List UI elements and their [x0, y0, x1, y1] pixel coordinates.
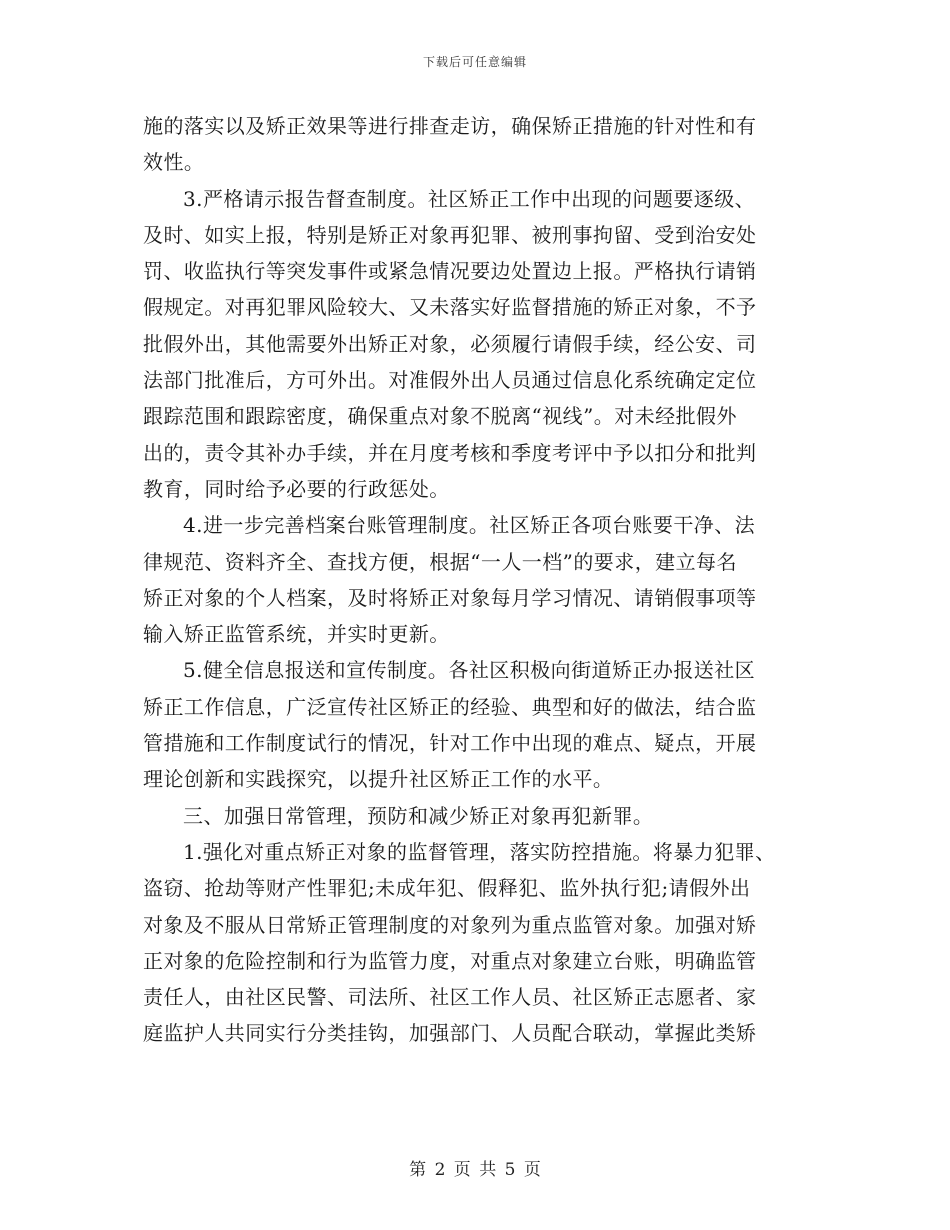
paragraph-start-line: 4.进一步完善档案台账管理制度。社区矫正各项台账要干净、法 [183, 513, 756, 538]
text-line: 盗窃、抢劫等财产性罪犯;未成年犯、假释犯、监外执行犯;请假外出 [143, 876, 751, 901]
text-line: 对象及不服从日常矫正管理制度的对象列为重点监管对象。加强对矫 [143, 912, 757, 937]
text-line: 及时、如实上报，特别是矫正对象再犯罪、被刑事拘留、受到治安处 [143, 222, 757, 247]
text-line: 批假外出，其他需要外出矫正对象，必须履行请假手续，经公安、司 [143, 331, 757, 356]
text-line: 效性。 [143, 150, 205, 175]
text-line: 教育，同时给予必要的行政惩处。 [143, 476, 450, 501]
section-heading: 三、加强日常管理，预防和减少矫正对象再犯新罪。 [183, 803, 654, 828]
text-line: 法部门批准后，方可外出。对准假外出人员通过信息化系统确定定位 [143, 368, 757, 393]
text-line: 正对象的危险控制和行为监管力度，对重点对象建立台账，明确监管 [143, 948, 757, 973]
text-line: 庭监护人共同实行分类挂钩，加强部门、人员配合联动，掌握此类矫 [143, 1021, 757, 1046]
text-line: 出的，责令其补办手续，并在月度考核和季度考评中予以扣分和批判 [143, 440, 757, 465]
text-line: 施的落实以及矫正效果等进行排查走访，确保矫正措施的针对性和有 [143, 114, 757, 138]
text-line: 罚、收监执行等突发事件或紧急情况要边处置边上报。严格执行请销 [143, 259, 757, 284]
paragraph-start-line: 1.强化对重点矫正对象的监督管理，落实防控措施。将暴力犯罪、 [183, 839, 776, 864]
page-header: 下载后可任意编辑 [422, 55, 527, 69]
text-line: 责任人，由社区民警、司法所、社区工作人员、社区矫正志愿者、家 [143, 985, 757, 1010]
text-line: 矫正对象的个人档案，及时将矫正对象每月学习情况、请销假事项等 [143, 585, 757, 610]
text-line: 矫正工作信息，广泛宣传社区矫正的经验、典型和好的做法，结合监 [143, 694, 757, 719]
page-number: 第 2 页 共 5 页 [409, 1160, 541, 1180]
paragraph-start-line: 3.严格请示报告督查制度。社区矫正工作中出现的问题要逐级、 [183, 186, 756, 211]
text-line: 跟踪范围和跟踪密度，确保重点对象不脱离“视线”。对未经批假外 [143, 404, 737, 429]
text-line: 假规定。对再犯罪风险较大、又未落实好监督措施的矫正对象，不予 [143, 295, 757, 320]
text-line: 理论创新和实践探究，以提升社区矫正工作的水平。 [143, 767, 614, 792]
text-line: 管措施和工作制度试行的情况，针对工作中出现的难点、疑点，开展 [143, 731, 757, 756]
text-line: 输入矫正监管系统，并实时更新。 [143, 622, 450, 647]
paragraph-start-line: 5.健全信息报送和宣传制度。各社区积极向街道矫正办报送社区 [183, 658, 756, 683]
document-body [143, 108, 808, 1052]
text-line: 律规范、资料齐全、查找方便，根据“一人一档”的要求，建立每名 [143, 549, 737, 574]
